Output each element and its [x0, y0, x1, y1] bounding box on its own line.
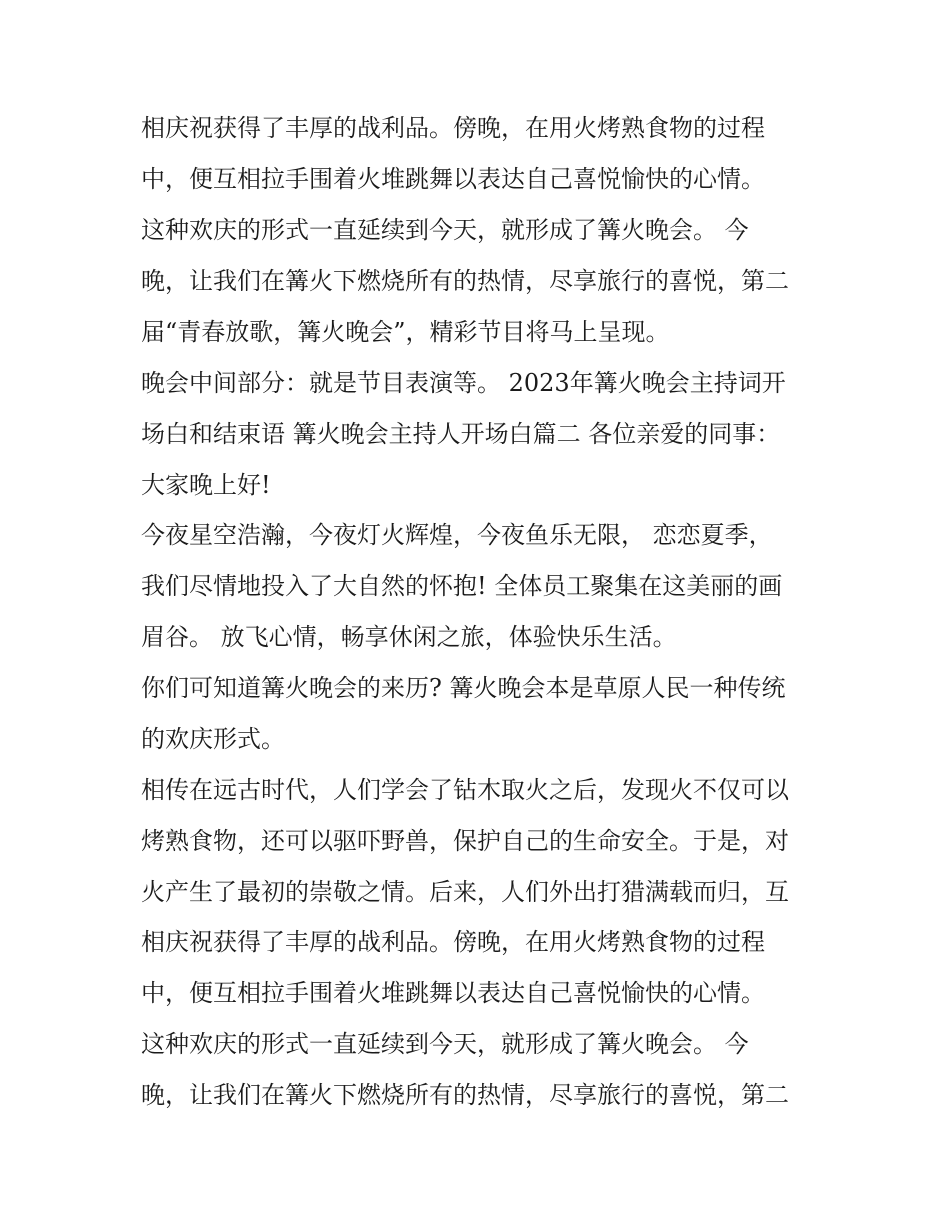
text-line: 相庆祝获得了丰厚的战利品。傍晚，在用火烤熟食物的过程 — [141, 928, 765, 956]
text-line: 的欢庆形式。 — [141, 725, 285, 753]
text-line: 这种欢庆的形式一直延续到今天，就形成了篝火晚会。 今 — [141, 216, 749, 244]
text-line: 火产生了最初的崇敬之情。后来，人们外出打猎满载而归，互 — [141, 878, 789, 906]
text-line: 眉谷。 放飞心情，畅享休闲之旅，体验快乐生活。 — [141, 623, 677, 651]
text-line: 晚，让我们在篝火下燃烧所有的热情，尽享旅行的喜悦，第二 — [141, 267, 789, 295]
text-line: 中，便互相拉手围着火堆跳舞以表达自己喜悦愉快的心情。 — [141, 979, 765, 1007]
text-line: 大家晚上好! — [141, 471, 271, 499]
text-line: 烤熟食物，还可以驱吓野兽，保护自己的生命安全。于是，对 — [141, 827, 789, 855]
text-line: 晚会中间部分：就是节目表演等。 2023年篝火晚会主持词开 — [141, 369, 786, 397]
text-line: 相庆祝获得了丰厚的战利品。傍晚，在用火烤熟食物的过程 — [141, 114, 765, 142]
text-line: 今夜星空浩瀚，今夜灯火辉煌，今夜鱼乐无限， 恋恋夏季， — [141, 521, 773, 549]
text-line: 相传在远古时代，人们学会了钻木取火之后，发现火不仅可以 — [141, 776, 789, 804]
text-line: 晚，让我们在篝火下燃烧所有的热情，尽享旅行的喜悦，第二 — [141, 1081, 789, 1109]
text-line: 场白和结束语 篝火晚会主持人开场白篇二 各位亲爱的同事： — [141, 420, 781, 448]
text-line: 我们尽情地投入了大自然的怀抱! 全体员工聚集在这美丽的画 — [141, 572, 783, 600]
text-line: 你们可知道篝火晚会的来历? 篝火晚会本是草原人民一种传统 — [141, 674, 786, 702]
text-line: 这种欢庆的形式一直延续到今天，就形成了篝火晚会。 今 — [141, 1030, 749, 1058]
text-line: 中，便互相拉手围着火堆跳舞以表达自己喜悦愉快的心情。 — [141, 165, 765, 193]
text-line: 届“青春放歌，篝火晚会”，精彩节目将马上呈现。 — [141, 318, 670, 346]
